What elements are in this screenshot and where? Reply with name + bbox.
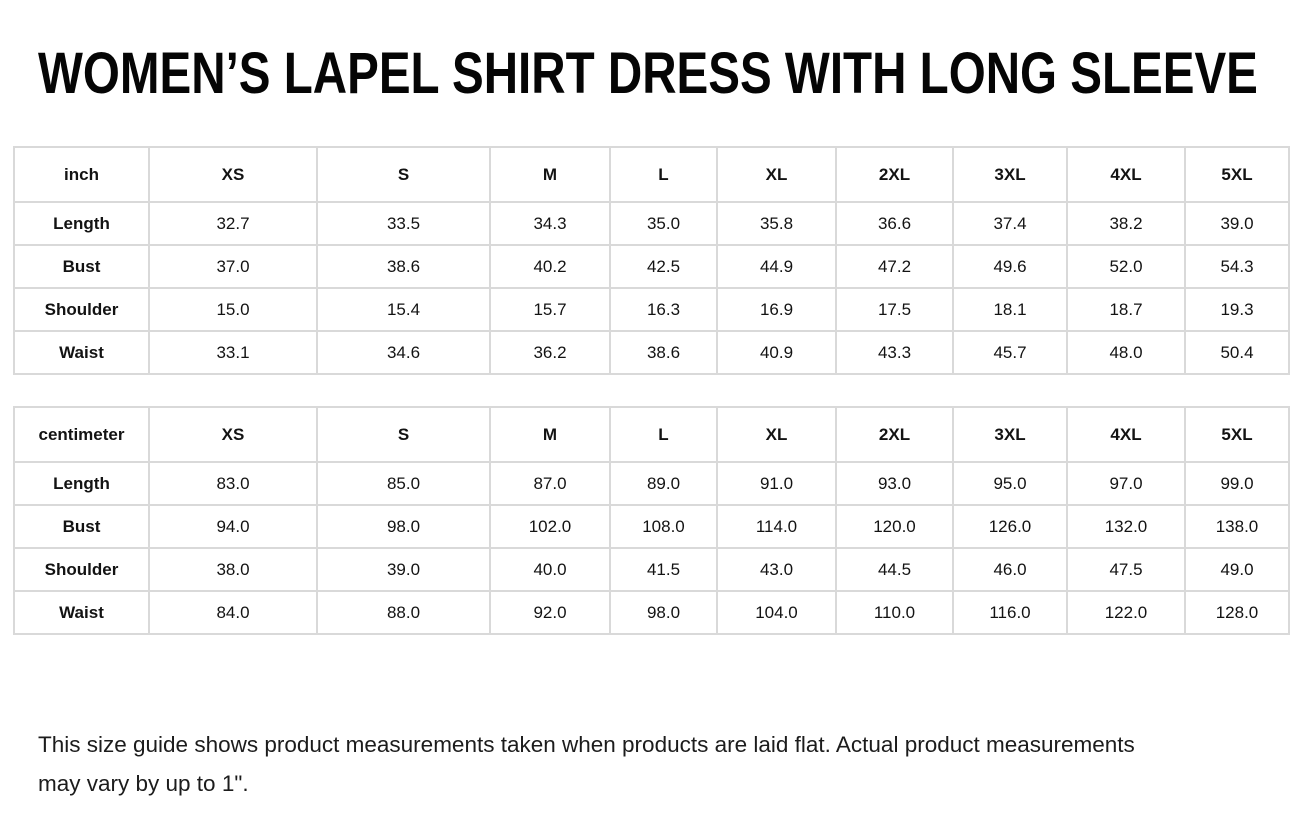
- measurement-label-cell: Bust: [14, 505, 149, 548]
- size-header-cell: 3XL: [953, 147, 1067, 202]
- measurement-value-cell: 36.2: [490, 331, 610, 374]
- measurement-label-cell: Shoulder: [14, 288, 149, 331]
- measurement-row: [14, 288, 1289, 331]
- measurement-row: [14, 202, 1289, 245]
- size-header-cell: 4XL: [1067, 407, 1185, 462]
- measurement-value-cell: 126.0: [953, 505, 1067, 548]
- measurement-value-cell: 87.0: [490, 462, 610, 505]
- measurement-value-cell: 16.3: [610, 288, 717, 331]
- size-table-centimeter-header: [14, 407, 1289, 462]
- measurement-value-cell: 36.6: [836, 202, 953, 245]
- measurement-value-cell: 39.0: [1185, 202, 1289, 245]
- measurement-value-cell: 42.5: [610, 245, 717, 288]
- size-header-cell: 2XL: [836, 407, 953, 462]
- measurement-value-cell: 122.0: [1067, 591, 1185, 634]
- measurement-value-cell: 46.0: [953, 548, 1067, 591]
- size-header-cell: XL: [717, 147, 836, 202]
- measurement-value-cell: 33.5: [317, 202, 490, 245]
- measurement-value-cell: 34.6: [317, 331, 490, 374]
- unit-label-cell: inch: [14, 147, 149, 202]
- measurement-value-cell: 48.0: [1067, 331, 1185, 374]
- measurement-value-cell: 102.0: [490, 505, 610, 548]
- measurement-value-cell: 39.0: [317, 548, 490, 591]
- measurement-row: [14, 462, 1289, 505]
- measurement-label-cell: Shoulder: [14, 548, 149, 591]
- size-header-cell: XS: [149, 147, 317, 202]
- measurement-value-cell: 54.3: [1185, 245, 1289, 288]
- measurement-value-cell: 43.3: [836, 331, 953, 374]
- measurement-value-cell: 91.0: [717, 462, 836, 505]
- size-guide-note: This size guide shows product measurements taken when products are laid flat. Actual product measurements may vary by up to 1".: [38, 732, 1135, 796]
- size-header-cell: S: [317, 147, 490, 202]
- size-table-inch-header: [14, 147, 1289, 202]
- measurement-label-cell: Length: [14, 462, 149, 505]
- measurement-value-cell: 95.0: [953, 462, 1067, 505]
- measurement-value-cell: 44.9: [717, 245, 836, 288]
- measurement-value-cell: 132.0: [1067, 505, 1185, 548]
- measurement-label-cell: Waist: [14, 331, 149, 374]
- measurement-value-cell: 33.1: [149, 331, 317, 374]
- size-header-cell: S: [317, 407, 490, 462]
- header-row: [14, 147, 1289, 202]
- measurement-value-cell: 98.0: [610, 591, 717, 634]
- measurement-value-cell: 41.5: [610, 548, 717, 591]
- measurement-value-cell: 15.0: [149, 288, 317, 331]
- measurement-row: [14, 505, 1289, 548]
- measurement-value-cell: 38.6: [317, 245, 490, 288]
- size-table-inch-body: [14, 202, 1289, 374]
- measurement-value-cell: 47.5: [1067, 548, 1185, 591]
- measurement-value-cell: 18.1: [953, 288, 1067, 331]
- measurement-value-cell: 84.0: [149, 591, 317, 634]
- measurement-value-cell: 35.0: [610, 202, 717, 245]
- size-header-cell: XL: [717, 407, 836, 462]
- measurement-value-cell: 18.7: [1067, 288, 1185, 331]
- measurement-value-cell: 92.0: [490, 591, 610, 634]
- size-table-centimeter-body: [14, 462, 1289, 634]
- size-header-cell: M: [490, 147, 610, 202]
- measurement-value-cell: 138.0: [1185, 505, 1289, 548]
- measurement-row: [14, 331, 1289, 374]
- measurement-label-cell: Bust: [14, 245, 149, 288]
- size-header-cell: L: [610, 147, 717, 202]
- measurement-value-cell: 37.0: [149, 245, 317, 288]
- measurement-value-cell: 128.0: [1185, 591, 1289, 634]
- measurement-value-cell: 40.0: [490, 548, 610, 591]
- measurement-value-cell: 15.4: [317, 288, 490, 331]
- size-header-cell: 3XL: [953, 407, 1067, 462]
- measurement-value-cell: 98.0: [317, 505, 490, 548]
- measurement-value-cell: 93.0: [836, 462, 953, 505]
- measurement-value-cell: 32.7: [149, 202, 317, 245]
- unit-label-cell: centimeter: [14, 407, 149, 462]
- measurement-value-cell: 47.2: [836, 245, 953, 288]
- size-table-centimeter: [13, 406, 1290, 635]
- measurement-value-cell: 85.0: [317, 462, 490, 505]
- header-row: [14, 407, 1289, 462]
- measurement-value-cell: 15.7: [490, 288, 610, 331]
- measurement-value-cell: 49.6: [953, 245, 1067, 288]
- measurement-value-cell: 97.0: [1067, 462, 1185, 505]
- size-header-cell: XS: [149, 407, 317, 462]
- measurement-value-cell: 114.0: [717, 505, 836, 548]
- measurement-value-cell: 83.0: [149, 462, 317, 505]
- measurement-value-cell: 37.4: [953, 202, 1067, 245]
- size-header-cell: 4XL: [1067, 147, 1185, 202]
- measurement-value-cell: 45.7: [953, 331, 1067, 374]
- measurement-value-cell: 108.0: [610, 505, 717, 548]
- size-header-cell: 2XL: [836, 147, 953, 202]
- page-title: WOMEN’S LAPEL SHIRT DRESS WITH LONG SLEEVE: [38, 41, 1258, 106]
- measurement-value-cell: 19.3: [1185, 288, 1289, 331]
- measurement-value-cell: 38.6: [610, 331, 717, 374]
- measurement-value-cell: 17.5: [836, 288, 953, 331]
- measurement-value-cell: 99.0: [1185, 462, 1289, 505]
- measurement-value-cell: 116.0: [953, 591, 1067, 634]
- measurement-value-cell: 35.8: [717, 202, 836, 245]
- measurement-value-cell: 16.9: [717, 288, 836, 331]
- measurement-row: [14, 245, 1289, 288]
- measurement-value-cell: 120.0: [836, 505, 953, 548]
- size-header-cell: L: [610, 407, 717, 462]
- measurement-value-cell: 43.0: [717, 548, 836, 591]
- measurement-label-cell: Waist: [14, 591, 149, 634]
- measurement-value-cell: 88.0: [317, 591, 490, 634]
- measurement-value-cell: 44.5: [836, 548, 953, 591]
- measurement-value-cell: 104.0: [717, 591, 836, 634]
- measurement-value-cell: 38.0: [149, 548, 317, 591]
- measurement-value-cell: 38.2: [1067, 202, 1185, 245]
- measurement-row: [14, 548, 1289, 591]
- measurement-value-cell: 110.0: [836, 591, 953, 634]
- measurement-row: [14, 591, 1289, 634]
- measurement-value-cell: 50.4: [1185, 331, 1289, 374]
- measurement-value-cell: 40.2: [490, 245, 610, 288]
- measurement-value-cell: 89.0: [610, 462, 717, 505]
- measurement-value-cell: 40.9: [717, 331, 836, 374]
- measurement-value-cell: 94.0: [149, 505, 317, 548]
- size-table-inch: [13, 146, 1290, 375]
- measurement-label-cell: Length: [14, 202, 149, 245]
- measurement-value-cell: 34.3: [490, 202, 610, 245]
- size-header-cell: 5XL: [1185, 147, 1289, 202]
- size-header-cell: M: [490, 407, 610, 462]
- measurement-value-cell: 49.0: [1185, 548, 1289, 591]
- measurement-value-cell: 52.0: [1067, 245, 1185, 288]
- size-header-cell: 5XL: [1185, 407, 1289, 462]
